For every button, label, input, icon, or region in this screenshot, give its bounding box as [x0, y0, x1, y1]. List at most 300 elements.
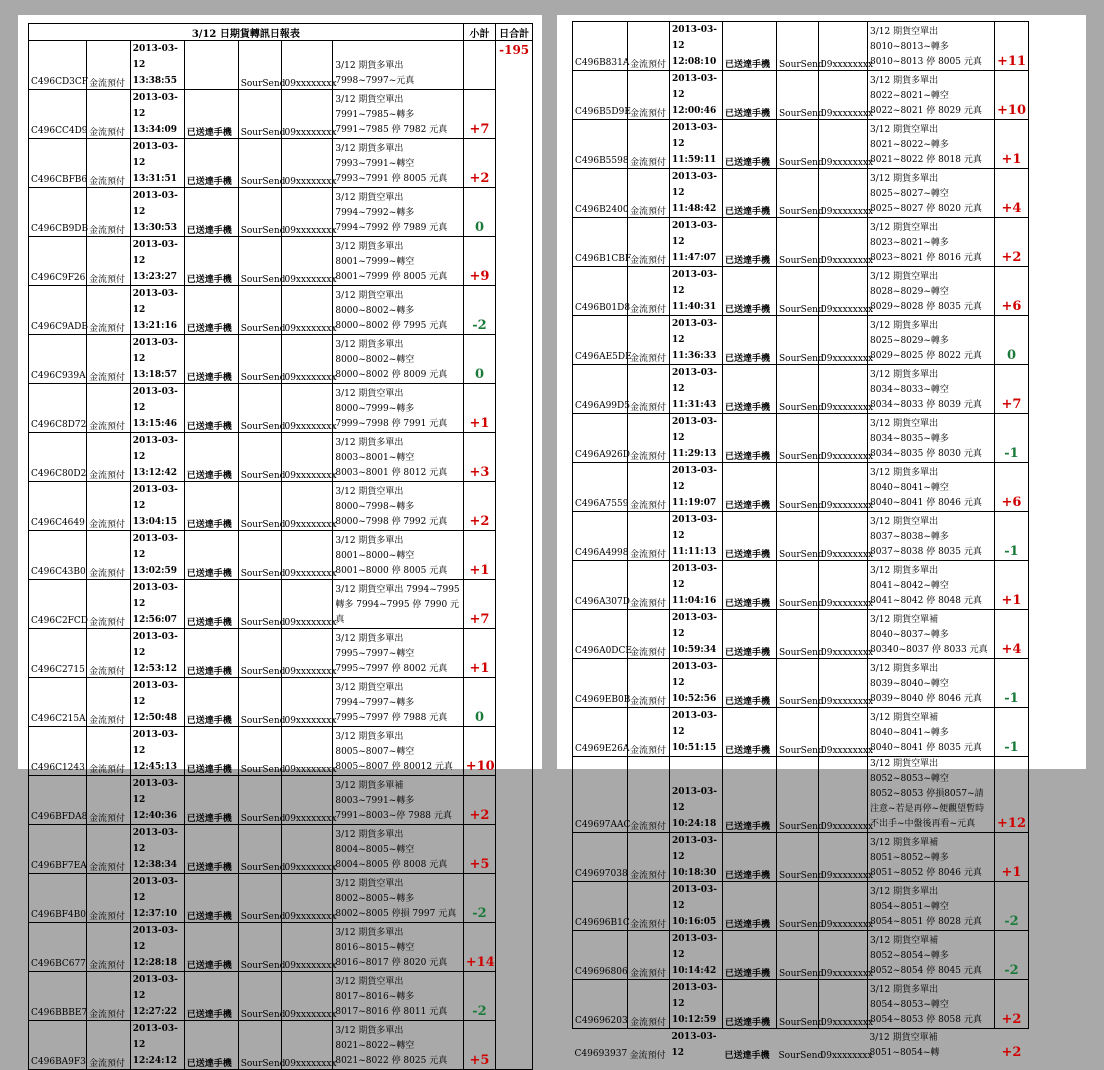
table-row — [29, 776, 533, 825]
phone-number: 09xxxxxxxx — [282, 188, 333, 237]
phone-number: 09xxxxxxxx — [282, 41, 333, 90]
table-row — [29, 580, 533, 629]
order-id: C496A4998 — [573, 512, 628, 561]
message-content: 3/12 期貨空單出 7991~7985~轉多 7991~7985 停 7982 元真 — [333, 90, 463, 139]
phone-number: 09xxxxxxxx — [819, 931, 868, 980]
table-row — [29, 825, 533, 874]
delivery-status: 已送達手機 — [723, 512, 777, 561]
message-content: 3/12 期貨多單出 8005~8007~轉空 8005~8007 停 80012 元真 — [333, 727, 463, 776]
message-content: 3/12 期貨多單出 8004~8005~轉空 8004~8005 停 8008 元真 — [333, 825, 463, 874]
order-id: C496A0DCE — [573, 610, 628, 659]
send-datetime — [670, 882, 723, 931]
message-content: 3/12 期貨空單出 8028~8029~轉空 8029~8028 停 8035 元真 — [868, 267, 995, 316]
order-id: C496B1CBF — [573, 218, 628, 267]
send-time: 13:04:15 — [132, 517, 178, 527]
send-datetime — [670, 316, 723, 365]
send-datetime — [670, 561, 723, 610]
phone-number: 09xxxxxxxx — [282, 335, 333, 384]
order-id: C496A7559 — [573, 463, 628, 512]
message-content: 3/12 期貨多單出 7995~7997~轉空 7995~7997 停 8002 元真 — [333, 629, 463, 678]
delivery-status: 已送達手機 — [184, 286, 238, 335]
send-time: 11:19:07 — [672, 498, 717, 508]
message-content: 3/12 期貨多單出 8054~8053~轉空 8054~8053 停 8058 元真 — [868, 980, 995, 1029]
send-date: 2013-03-12 — [132, 877, 178, 903]
send-time: 13:31:51 — [132, 174, 178, 184]
order-id: C496AE5DE — [573, 316, 628, 365]
subtotal-value: -1 — [995, 659, 1029, 708]
order-id: C4969E26A — [573, 708, 628, 757]
delivery-status: 已送達手機 — [723, 22, 777, 71]
send-date: 2013-03-12 — [132, 632, 178, 658]
sender-name: SourSend — [777, 22, 819, 71]
send-time: 12:27:22 — [132, 1007, 178, 1017]
send-time: 12:50:48 — [132, 713, 178, 723]
delivery-status: 已送達手機 — [184, 972, 238, 1021]
blank-cell — [1029, 1029, 1045, 1062]
message-content: 3/12 期貨多單出 8000~8002~轉空 8000~8002 停 8009 元真 — [333, 335, 463, 384]
order-id: C496A99D5 — [573, 365, 628, 414]
delivery-status: 已送達手機 — [184, 433, 238, 482]
payment-type: 金流預付 — [87, 433, 131, 482]
send-datetime — [130, 384, 184, 433]
subtotal-value: +10 — [995, 71, 1029, 120]
send-date: 2013-03-12 — [672, 885, 718, 911]
order-id: C496B5D9E — [573, 71, 628, 120]
send-date: 2013-03-12 — [672, 564, 718, 590]
sender-name: SourSend — [238, 580, 282, 629]
payment-type: 金流預付 — [87, 139, 131, 188]
sender-name: SourSend — [238, 629, 282, 678]
message-content: 3/12 期貨空單補 8052~8054~轉多 8052~8054 停 8045 元真 — [868, 931, 995, 980]
message-content: 3/12 期貨空單出 8017~8016~轉多 8017~8016 停 8011 元真 — [333, 972, 463, 1021]
payment-type: 金流預付 — [628, 980, 670, 1029]
payment-type: 金流預付 — [628, 757, 670, 833]
sender-name: SourSend — [238, 384, 282, 433]
subtotal-value: +4 — [995, 610, 1029, 659]
blank-cell — [1029, 561, 1045, 610]
delivery-status: 已送達手機 — [184, 237, 238, 286]
subtotal-value: -2 — [463, 874, 496, 923]
send-time: 11:11:13 — [672, 547, 717, 557]
phone-number: 09xxxxxxxx — [282, 433, 333, 482]
delivery-status: 已送達手機 — [184, 727, 238, 776]
send-time: 12:28:18 — [132, 958, 178, 968]
send-date: 2013-03-12 — [132, 485, 178, 511]
sender-name: SourSend — [238, 727, 282, 776]
order-id: C49696203 — [573, 980, 628, 1029]
sender-name: SourSend — [238, 237, 282, 286]
table-row — [29, 482, 533, 531]
delivery-status: 已送達手機 — [184, 776, 238, 825]
sender-name: SourSend — [777, 414, 819, 463]
sender-name: SourSend — [238, 531, 282, 580]
table-row — [573, 414, 1045, 463]
payment-type: 金流預付 — [87, 90, 131, 139]
send-time: 12:40:36 — [132, 811, 178, 821]
table-row — [29, 923, 533, 972]
order-id: C496A926D — [573, 414, 628, 463]
sender-name: SourSend — [777, 71, 819, 120]
sender-name: SourSend — [238, 90, 282, 139]
blank-cell — [1029, 218, 1045, 267]
send-datetime — [670, 931, 723, 980]
send-datetime — [130, 629, 184, 678]
phone-number: 09xxxxxxxx — [282, 874, 333, 923]
blank-cell — [1029, 512, 1045, 561]
send-datetime — [130, 433, 184, 482]
order-id: C496BC677 — [29, 923, 87, 972]
sender-name: SourSend — [238, 776, 282, 825]
table-row — [29, 874, 533, 923]
payment-type: 金流預付 — [628, 561, 670, 610]
subtotal-value: -2 — [995, 931, 1029, 980]
table-row — [29, 41, 533, 90]
phone-number: 09xxxxxxxx — [819, 980, 868, 1029]
blank-cell — [1029, 659, 1045, 708]
phone-number: 09xxxxxxxx — [282, 384, 333, 433]
send-datetime — [670, 169, 723, 218]
subtotal-value: +1 — [995, 120, 1029, 169]
blank-cell — [1029, 316, 1045, 365]
table-row — [573, 931, 1045, 980]
message-content: 3/12 期貨空單出 8000~8002~轉多 8000~8002 停 7995 元真 — [333, 286, 463, 335]
send-time: 12:08:10 — [672, 57, 717, 67]
delivery-status: 已送達手機 — [723, 659, 777, 708]
phone-number: 09xxxxxxxx — [819, 833, 868, 882]
send-date: 2013-03-12 — [672, 515, 718, 541]
phone-number: 09xxxxxxxx — [819, 414, 868, 463]
message-content: 3/12 期貨多單出 8054~8051~轉空 8054~8051 停 8028 元真 — [868, 882, 995, 931]
send-date: 2013-03-12 — [132, 828, 178, 854]
message-content: 3/12 期貨空單出 8000~7999~轉多 7999~7998 停 7991 元真 — [333, 384, 463, 433]
phone-number: 09xxxxxxxx — [819, 169, 868, 218]
blank-cell — [1029, 414, 1045, 463]
send-datetime — [130, 286, 184, 335]
payment-type: 金流預付 — [87, 825, 131, 874]
send-date: 2013-03-12 — [672, 983, 718, 1009]
message-content: 3/12 期貨多單出 8001~7999~轉空 8001~7999 停 8005 元真 — [333, 237, 463, 286]
send-datetime — [130, 923, 184, 972]
payment-type: 金流預付 — [628, 931, 670, 980]
send-datetime — [130, 776, 184, 825]
sender-name: SourSend — [777, 833, 819, 882]
phone-number: 09xxxxxxxx — [282, 237, 333, 286]
send-date: 2013-03-12 — [672, 172, 718, 198]
message-content: 3/12 期貨空單出 8037~8038~轉多 8037~8038 停 8035 元真 — [868, 512, 995, 561]
send-datetime — [130, 139, 184, 188]
sender-name: SourSend — [238, 972, 282, 1021]
delivery-status: 已送達手機 — [723, 463, 777, 512]
table-row — [573, 610, 1045, 659]
order-id: C49696B1C — [573, 882, 628, 931]
sender-name: SourSend — [238, 286, 282, 335]
payment-type: 金流預付 — [87, 237, 131, 286]
send-date: 2013-03-12 — [672, 25, 718, 51]
send-time: 10:52:56 — [672, 694, 717, 704]
order-id: C49697038 — [573, 833, 628, 882]
sender-name: SourSend — [777, 512, 819, 561]
delivery-status — [184, 41, 238, 90]
send-datetime — [670, 71, 723, 120]
send-time: 13:12:42 — [132, 468, 178, 478]
send-datetime — [670, 833, 723, 882]
payment-type: 金流預付 — [87, 482, 131, 531]
subtotal-value: -1 — [995, 512, 1029, 561]
delivery-status: 已送達手機 — [723, 833, 777, 882]
subtotal-header: 小計 — [463, 24, 496, 41]
sender-name: SourSend — [238, 188, 282, 237]
phone-number: 09xxxxxxxx — [819, 708, 868, 757]
payment-type: 金流預付 — [628, 414, 670, 463]
phone-number: 09xxxxxxxx — [282, 90, 333, 139]
send-datetime — [130, 580, 184, 629]
payment-type: 金流預付 — [628, 316, 670, 365]
phone-number: 09xxxxxxxx — [282, 678, 333, 727]
send-time: 11:47:07 — [672, 253, 717, 263]
subtotal-value: +1 — [463, 629, 496, 678]
send-time: 10:16:05 — [672, 917, 717, 927]
order-id: C496C215A — [29, 678, 87, 727]
sender-name: SourSend — [777, 267, 819, 316]
send-time: 11:48:42 — [672, 204, 717, 214]
send-datetime — [670, 365, 723, 414]
sender-name: SourSend — [777, 463, 819, 512]
send-datetime — [130, 90, 184, 139]
message-content: 3/12 期貨多單出 8025~8029~轉多 8029~8025 停 8022 元真 — [868, 316, 995, 365]
sender-name: SourSend — [778, 1051, 824, 1061]
payment-type: 金流預付 — [629, 1051, 666, 1061]
table-row — [573, 463, 1045, 512]
message-content: 3/12 期貨多單出 8016~8015~轉空 8016~8017 停 8020 元真 — [333, 923, 463, 972]
send-date: 2013-03-12 — [672, 417, 718, 443]
table-row — [573, 1029, 1045, 1062]
send-datetime — [130, 335, 184, 384]
delivery-status: 已送達手機 — [184, 825, 238, 874]
subtotal-value: +9 — [463, 237, 496, 286]
payment-type: 金流預付 — [628, 659, 670, 708]
order-id: C496B5598 — [573, 120, 628, 169]
delivery-status: 已送達手機 — [184, 678, 238, 727]
table-row — [573, 22, 1045, 71]
send-time: 10:18:30 — [672, 868, 717, 878]
send-date: 2013-03-12 — [672, 836, 718, 862]
delivery-status: 已送達手機 — [184, 384, 238, 433]
phone-number: 09xxxxxxxx — [819, 610, 868, 659]
payment-type: 金流預付 — [87, 41, 131, 90]
order-id: C496B2400 — [573, 169, 628, 218]
phone-number: 09xxxxxxxx — [819, 365, 868, 414]
send-datetime — [130, 825, 184, 874]
phone-number: 09xxxxxxxx — [282, 580, 333, 629]
message-content: 3/12 期貨空單補 8040~8037~轉多 80340~8037 停 8033 元真 — [868, 610, 995, 659]
send-datetime — [670, 414, 723, 463]
report-table-right — [572, 21, 1045, 1061]
delivery-status: 已送達手機 — [184, 139, 238, 188]
send-date: 2013-03-12 — [132, 191, 178, 217]
sender-name: SourSend — [238, 1021, 282, 1070]
send-date: 2013-03-12 — [132, 387, 178, 413]
report-table-left — [28, 23, 533, 1070]
day-total-value: -195 — [496, 41, 533, 1070]
message-content: 3/12 期貨空單出 8021~8022~轉多 8021~8022 停 8018 元真 — [868, 120, 995, 169]
payment-type: 金流預付 — [628, 218, 670, 267]
table-row — [29, 335, 533, 384]
table-row — [29, 433, 533, 482]
send-date: 2013-03-12 — [672, 368, 718, 394]
order-id: C496B01D8 — [573, 267, 628, 316]
sender-name: SourSend — [238, 139, 282, 188]
phone-number: 09xxxxxxxx — [282, 1021, 333, 1070]
phone-number: 09xxxxxxxx — [282, 482, 333, 531]
payment-type: 金流預付 — [628, 365, 670, 414]
message-content: 3/12 期貨多單出 8021~8022~轉空 8021~8022 停 8025 元真 — [333, 1021, 463, 1070]
message-content: 3/12 期貨空單出 7994~7997~轉多 7995~7997 停 7988 元真 — [333, 678, 463, 727]
payment-type: 金流預付 — [628, 120, 670, 169]
delivery-status: 已送達手機 — [184, 580, 238, 629]
order-id: C496A307D — [573, 561, 628, 610]
subtotal-value: 0 — [463, 188, 496, 237]
order-id: C496C939A — [29, 335, 87, 384]
delivery-status: 已送達手機 — [723, 561, 777, 610]
send-date: 2013-03-12 — [132, 583, 178, 609]
send-time: 12:37:10 — [132, 909, 178, 919]
subtotal-value: +6 — [995, 463, 1029, 512]
message-content: 3/12 期貨多單出 7993~7991~轉空 7993~7991 停 8005 元真 — [333, 139, 463, 188]
send-date: 2013-03-12 — [672, 270, 718, 296]
send-date: 2013-03-12 — [672, 466, 718, 492]
send-time: 13:38:55 — [132, 76, 178, 86]
send-datetime — [670, 218, 723, 267]
order-id: C496BF7EA — [29, 825, 87, 874]
order-id: C496CB9DB — [29, 188, 87, 237]
send-datetime — [670, 120, 723, 169]
delivery-status: 已送達手機 — [723, 365, 777, 414]
blank-cell — [1029, 463, 1045, 512]
order-id: C496C2FCD — [29, 580, 87, 629]
message-content: 3/12 期貨多單出 8025~8027~轉空 8025~8027 停 8020 元真 — [868, 169, 995, 218]
send-datetime — [130, 678, 184, 727]
order-id: C49693937 — [574, 1049, 628, 1059]
phone-number: 09xxxxxxxx — [282, 286, 333, 335]
table-row — [573, 71, 1045, 120]
send-date: 2013-03-12 — [672, 221, 718, 247]
phone-number: 09xxxxxxxx — [819, 463, 868, 512]
payment-type: 金流預付 — [628, 708, 670, 757]
subtotal-value: -2 — [463, 972, 496, 1021]
order-id: C496C9ADB — [29, 286, 87, 335]
send-time: 11:29:13 — [672, 449, 717, 459]
send-date: 2013-03-12 — [132, 93, 178, 119]
message-content: 3/12 期貨多單出 7998~7997~元真 — [333, 41, 463, 90]
phone-number: 09xxxxxxxx — [282, 972, 333, 1021]
sender-name: SourSend — [238, 482, 282, 531]
delivery-status: 已送達手機 — [723, 931, 777, 980]
blank-cell — [1029, 365, 1045, 414]
order-id: C496CBFB6 — [29, 139, 87, 188]
message-content: 3/12 期貨空單補 8040~8041~轉多 8040~8041 停 8035 元真 — [868, 708, 995, 757]
send-datetime — [670, 980, 723, 1029]
blank-cell — [1029, 757, 1045, 833]
delivery-status: 已送達手機 — [723, 610, 777, 659]
payment-type: 金流預付 — [628, 267, 670, 316]
subtotal-value: +1 — [463, 531, 496, 580]
order-id: C496C1243 — [29, 727, 87, 776]
payment-type: 金流預付 — [87, 923, 131, 972]
payment-type: 金流預付 — [628, 22, 670, 71]
payment-type: 金流預付 — [87, 776, 131, 825]
send-datetime — [130, 874, 184, 923]
phone-number: 09xxxxxxxx — [819, 882, 868, 931]
subtotal-value: +5 — [463, 825, 496, 874]
send-time: 10:59:34 — [672, 645, 717, 655]
blank-cell — [1029, 980, 1045, 1029]
message-content: 3/12 期貨多單出 8039~8040~轉空 8039~8040 停 8046 元真 — [868, 659, 995, 708]
delivery-status: 已送達手機 — [723, 218, 777, 267]
sender-name: SourSend — [238, 874, 282, 923]
send-time: 11:40:31 — [672, 302, 717, 312]
send-datetime — [670, 512, 723, 561]
payment-type: 金流預付 — [628, 833, 670, 882]
subtotal-value: +1 — [995, 833, 1029, 882]
payment-type: 金流預付 — [87, 335, 131, 384]
send-date: 2013-03-12 — [132, 926, 178, 952]
send-date: 2013-03-12 — [132, 338, 178, 364]
order-id: C496BA9F3 — [29, 1021, 87, 1070]
table-row — [29, 727, 533, 776]
table-row — [29, 531, 533, 580]
delivery-status: 已送達手機 — [723, 980, 777, 1029]
payment-type: 金流預付 — [87, 727, 131, 776]
payment-type: 金流預付 — [628, 169, 670, 218]
phone-number: 09xxxxxxxx — [819, 120, 868, 169]
subtotal-value: +4 — [995, 169, 1029, 218]
payment-type: 金流預付 — [628, 512, 670, 561]
subtotal-value: 0 — [463, 335, 496, 384]
phone-number: 09xxxxxxxx — [819, 71, 868, 120]
phone-number: 09xxxxxxxx — [819, 316, 868, 365]
order-id: C496C9F26 — [29, 237, 87, 286]
delivery-status: 已送達手機 — [184, 90, 238, 139]
send-date: 2013-03-12 — [132, 44, 178, 70]
send-date: 2013-03-12 — [132, 240, 178, 266]
phone-number: 09xxxxxxxx — [819, 757, 868, 833]
message-content: 3/12 期貨多單出 8003~8001~轉空 8003~8001 停 8012 元真 — [333, 433, 463, 482]
send-date: 2013-03-12 — [672, 319, 718, 345]
blank-cell — [1029, 610, 1045, 659]
send-time: 12:24:12 — [132, 1056, 178, 1066]
message-content: 3/12 期貨多單出 8034~8033~轉空 8034~8033 停 8039 元真 — [868, 365, 995, 414]
delivery-status: 已送達手機 — [723, 414, 777, 463]
subtotal-value: +2 — [463, 139, 496, 188]
blank-cell — [1029, 882, 1045, 931]
send-date: 2013-03-12 — [672, 123, 718, 149]
table-row — [29, 972, 533, 1021]
send-date: 2013-03-12 — [132, 534, 178, 560]
message-content: 3/12 期貨空單出 8010~8013~轉多 8010~8013 停 8005 元真 — [868, 22, 995, 71]
send-time: 13:23:27 — [132, 272, 178, 282]
delivery-status: 已送達手機 — [723, 71, 777, 120]
send-time: 10:12:59 — [672, 1015, 717, 1025]
send-datetime — [130, 188, 184, 237]
send-time: 11:36:33 — [672, 351, 717, 361]
table-row — [573, 365, 1045, 414]
subtotal-value: +7 — [995, 365, 1029, 414]
delivery-status: 已送達手機 — [723, 316, 777, 365]
phone-number: 09xxxxxxxx — [819, 512, 868, 561]
subtotal-value: +5 — [463, 1021, 496, 1070]
order-id: C496C43B0 — [29, 531, 87, 580]
subtotal-value: -2 — [995, 882, 1029, 931]
